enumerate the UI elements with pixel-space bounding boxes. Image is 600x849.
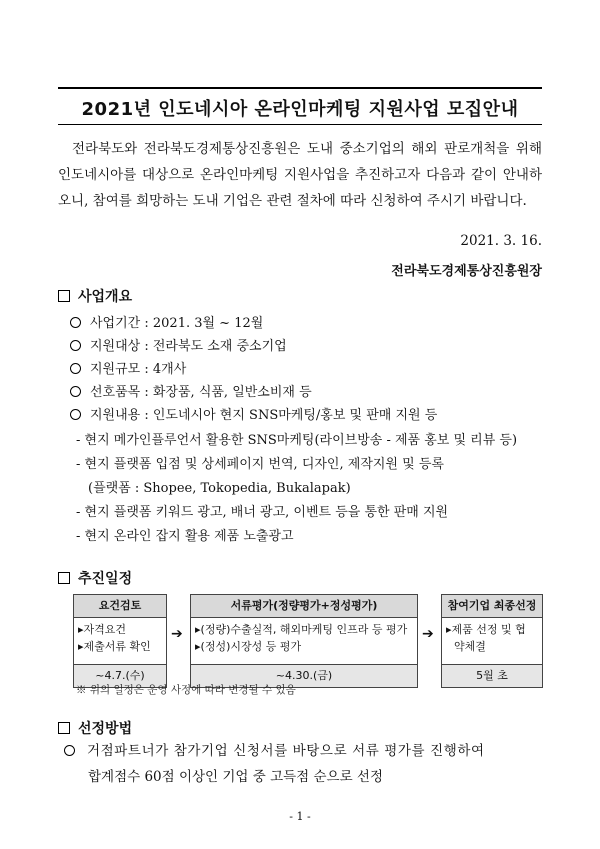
detail-line: - 현지 플랫폼 키워드 광고, 배너 광고, 이벤트 등을 통한 판매 지원 <box>76 505 449 520</box>
circle-bullet-icon <box>70 317 81 328</box>
overview-item <box>70 358 186 377</box>
square-bullet-icon <box>58 572 70 584</box>
step-line: ▸제출서류 확인 <box>78 640 151 653</box>
overview-item-text: 지원대상 : 전라북도 소재 중소기업 <box>90 339 287 354</box>
detail-line: - 현지 메가인플루언서 활용한 SNS마케팅(라이브방송 - 제품 홍보 및 리뷰 등) <box>76 433 518 448</box>
notice-date: 2021. 3. 16. <box>460 233 542 249</box>
schedule-note: ※ 위의 일정은 운영 사정에 따라 변경될 수 있음 <box>76 684 296 696</box>
detail-line: - 현지 플랫폼 입점 및 상세페이지 번역, 디자인, 제작지원 및 등록 <box>76 457 444 472</box>
circle-bullet-icon <box>70 386 81 397</box>
circle-bullet-icon <box>70 363 81 374</box>
schedule-step-final <box>441 594 543 688</box>
selection-line: 거점파트너가 참가기업 신청서를 바탕으로 서류 평가를 진행하여 <box>87 743 485 759</box>
section-heading-text: 선정방법 <box>78 721 133 737</box>
section-heading-overview <box>58 286 132 306</box>
step-line: 약체결 <box>454 640 486 653</box>
overview-item <box>70 312 263 331</box>
square-bullet-icon <box>58 722 70 734</box>
overview-item-text: 선호품목 : 화장품, 식품, 일반소비재 등 <box>90 385 312 400</box>
overview-item-text: 사업기간 : 2021. 3월 ~ 12월 <box>90 316 264 331</box>
top-rule-thick <box>58 87 542 89</box>
selection-text <box>60 738 542 790</box>
detail-line: - 현지 온라인 잡지 활용 제품 노출광고 <box>76 529 294 544</box>
step-line: ▸자격요건 <box>78 623 127 636</box>
page-number: - 1 - <box>289 810 311 823</box>
schedule-step-review <box>73 594 167 688</box>
step-date: ~4.30.(금) <box>191 665 417 687</box>
section-heading-selection <box>58 718 132 738</box>
step-line: ▸제품 선정 및 협 <box>446 623 526 636</box>
circle-bullet-icon <box>70 409 81 420</box>
circle-bullet-icon <box>64 745 75 756</box>
step-line: ▸(정성)시장성 등 평가 <box>195 640 302 653</box>
arrow-right-icon: ➔ <box>422 626 434 642</box>
schedule-step-evaluation <box>190 594 418 688</box>
step-line: ▸(정량)수출실적, 해외마케팅 인프라 등 평가 <box>195 623 408 636</box>
selection-line: 합계점수 60점 이상인 기업 중 고득점 순으로 선정 <box>88 769 383 785</box>
page-title: 2021년 인도네시아 온라인마케팅 지원사업 모집안내 <box>81 99 519 120</box>
square-bullet-icon <box>58 290 70 302</box>
section-heading-schedule <box>58 568 132 588</box>
overview-item <box>70 381 312 400</box>
overview-item-text: 지원내용 : 인도네시아 현지 SNS마케팅/홍보 및 판매 지원 등 <box>90 408 438 423</box>
step-title: 서류평가(정량평가+정성평가) <box>191 595 417 618</box>
section-heading-text: 추진일정 <box>78 571 133 587</box>
arrow-right-icon: ➔ <box>171 626 183 642</box>
step-body <box>442 618 542 665</box>
overview-item <box>70 335 287 354</box>
issuer-name: 전라북도경제통상진흥원장 <box>391 264 542 279</box>
circle-bullet-icon <box>70 340 81 351</box>
step-title: 요건검토 <box>74 595 166 618</box>
section-heading-text: 사업개요 <box>78 289 133 305</box>
overview-item <box>70 404 437 423</box>
overview-item-text: 지원규모 : 4개사 <box>90 362 187 377</box>
detail-line: (플랫폼 : Shopee, Tokopedia, Bukalapak) <box>88 481 351 496</box>
step-body <box>191 618 417 665</box>
intro-paragraph: 전라북도와 전라북도경제통상진흥원은 도내 중소기업의 해외 판로개척을 위해 인도네시아를 대상으로 온라인마케팅 지원사업을 추진하고자 다음과 같이 안내하오니, 참여를 희망하는 도내 기업은 관련 절차에 따라 신청하여 주시기 바랍니다. <box>58 141 542 209</box>
step-date: ~4.7.(수) <box>74 665 166 687</box>
step-title: 참여기업 최종선정 <box>442 595 542 618</box>
step-date: 5월 초 <box>442 665 542 687</box>
step-body <box>74 618 166 665</box>
title-rule <box>58 124 542 125</box>
